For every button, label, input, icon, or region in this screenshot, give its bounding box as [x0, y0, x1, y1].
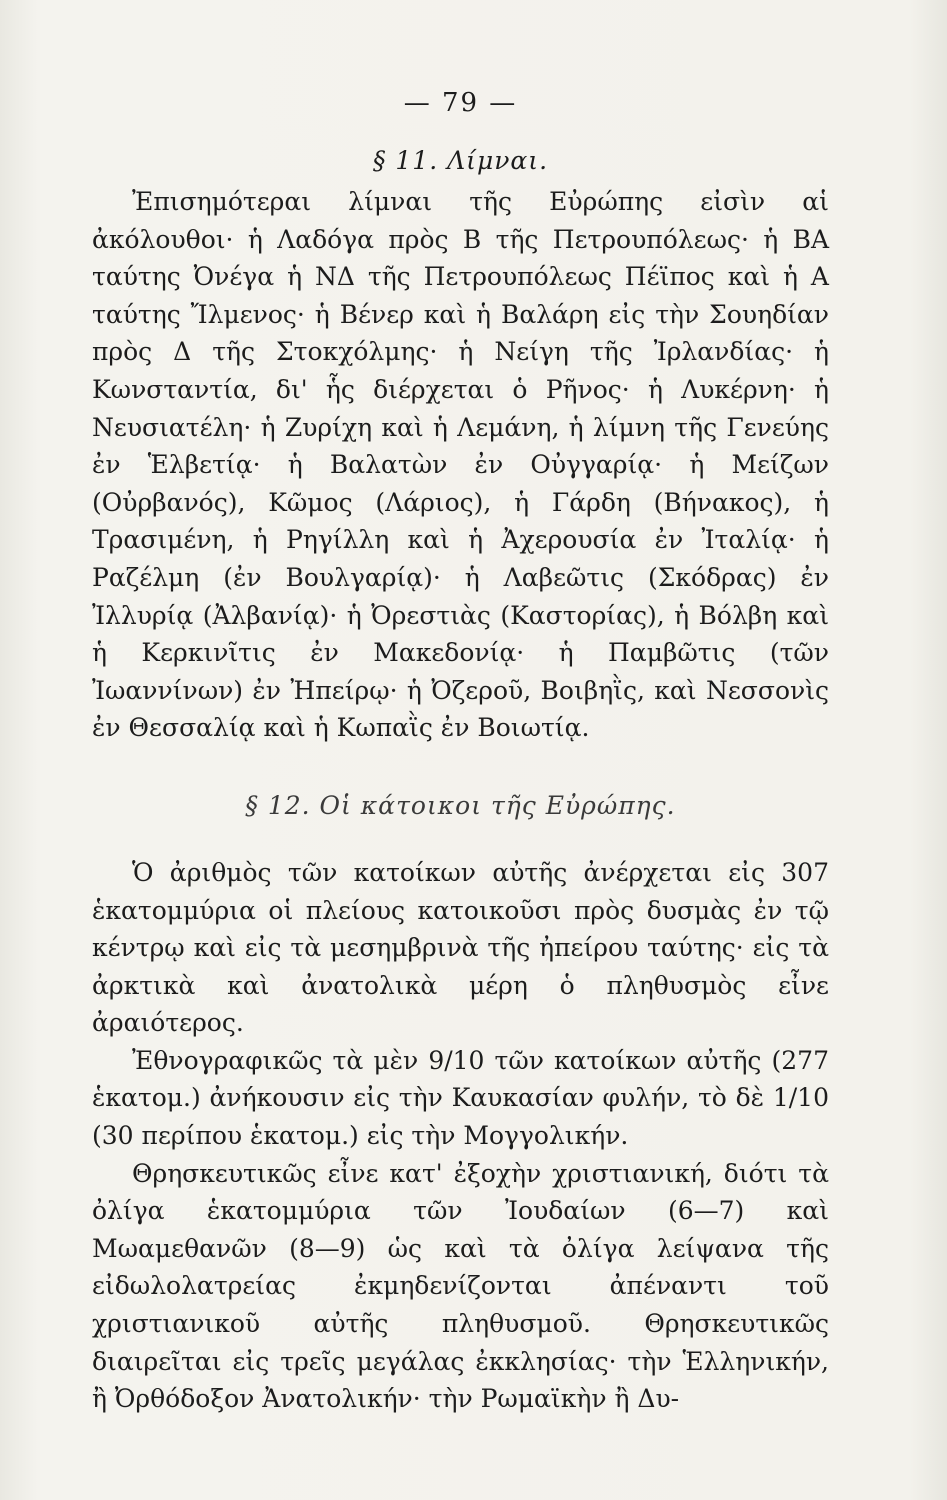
paragraph-lakes: Ἐπισημότεραι λίμναι τῆς Εὐρώπης εἰσὶν αἱ ἀκόλουθοι· ἡ Λαδόγα πρὸς Β τῆς Πετρουπόλεως· ἡ ΒΑ ταύτης Ὀνέγα ἡ ΝΔ τῆς Πετρουπόλεως Πέϊπος καὶ ἡ Α ταύτης Ἴλμενος· ἡ Βένερ καὶ ἡ Βαλάρη εἰς τὴν Σουηδίαν πρὸς Δ τῆς Στοκχόλμης· ἡ Νείγη τῆς Ἰρλανδίας· ἡ Κωνσταντία, δι' ἧς διέρχεται ὁ Ρῆνος· ἡ Λυκέρνη· ἡ Νευσιατέλη· ἡ Ζυρίχη καὶ ἡ Λεμάνη, ἡ λίμνη τῆς Γενεύης ἐν Ἑλβετίᾳ· ἡ Βαλατὼν ἐν Οὐγγαρίᾳ· ἡ Μείζων (Οὐρβανός), Κῶμος (Λάριος), ἡ Γάρδη (Βήνακος), ἡ Τρασιμένη, ἡ Ρηγίλλη καὶ ἡ Ἀχερουσία ἐν Ἰταλίᾳ· ἡ Ραζέλμη (ἐν Βουλγαρίᾳ)· ἡ Λαβεῶτις (Σκόδρας) ἐν Ἰλλυρίᾳ (Ἀλβανίᾳ)· ἡ Ὀρεστιὰς (Καστορίας), ἡ Βόλβη καὶ ἡ Κερκινῖτις ἐν Μακεδονίᾳ· ἡ Παμβῶτις (τῶν Ἰωαννίνων) ἐν Ἠπείρῳ· ἡ Ὀζεροῦ, Βοιβηῒς, καὶ Νεσσονὶς ἐν Θεσσαλίᾳ καὶ ἡ Κωπαῒς ἐν Βοιωτίᾳ.: [92, 187, 829, 743]
paragraph-religion: Θρησκευτικῶς εἶνε κατ' ἐξοχὴν χριστιανική, διότι τὰ ὀλίγα ἑκατομμύρια τῶν Ἰουδαίων (6—7) καὶ Μωαμεθανῶν (8—9) ὡς καὶ τὰ ὀλίγα λείψανα τῆς εἰδωλολατρείας ἐκμηδενίζονται ἀπέναντι τοῦ χριστιανικοῦ αὐτῆς πληθυσμοῦ. Θρησκευτικῶς διαιρεῖται εἰς τρεῖς μεγάλας ἐκκλησίας· τὴν Ἑλληνικήν, ἢ Ὀρθόδοξον Ἀνατολικήν· τὴν Ρωμαϊκὴν ἢ Δυ-: [92, 1158, 829, 1414]
paragraph-ethnography: Ἐθνογραφικῶς τὰ μὲν 9/10 τῶν κατοίκων αὐτῆς (277 ἑκατομ.) ἀνήκουσιν εἰς τὴν Καυκασίαν φυλήν, τὸ δὲ 1/10 (30 περίπου ἑκατομ.) εἰς τὴν Μογγολικήν.: [92, 1045, 829, 1151]
section-heading-lakes: § 11. Λίμναι.: [372, 146, 549, 175]
paragraph-population: Ὁ ἀριθμὸς τῶν κατοίκων αὐτῆς ἀνέρχεται εἰς 307 ἑκατομμύρια οἱ πλείους κατοικοῦσι πρὸς δυσμὰς ἐν τῷ κέντρῳ καὶ εἰς τὰ μεσημβρινὰ τῆς ἠπείρου ταύτης· εἰς τὰ ἀρκτικὰ καὶ ἀνατολικὰ μέρη ὁ πληθυσμὸς εἶνε ἀραιότερος.: [92, 857, 829, 1038]
page-number: — 79 —: [403, 88, 518, 118]
section-heading-inhabitants: § 12. Οἱ κάτοικοι τῆς Εὐρώπης.: [245, 790, 676, 820]
